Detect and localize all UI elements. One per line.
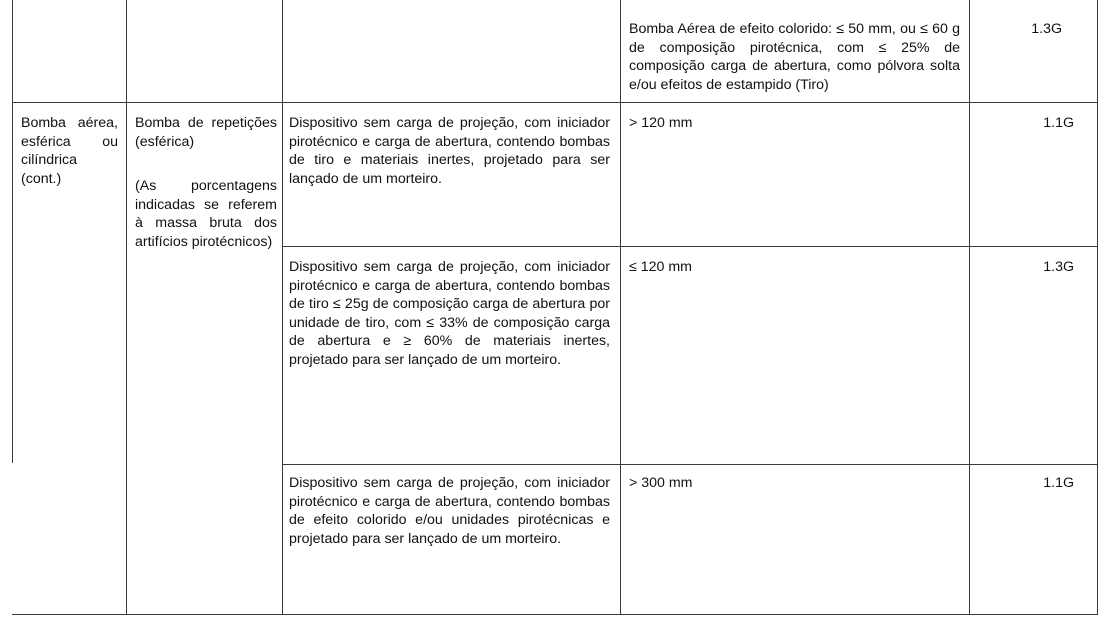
table-column-divider-3 xyxy=(620,0,621,615)
subcategory-note: (As porcentagens indicadas se referem à massa bruta dos artifícios pirotécnicos) xyxy=(135,178,277,250)
category-cell: Bomba aérea, esférica ou cilíndrica (cont.) xyxy=(21,115,118,187)
top-row-classification: 1.3G xyxy=(1031,21,1062,37)
top-row-description: Bomba Aérea de efeito colorido: ≤ 50 mm, ou ≤ 60 g de composição pirotécnica, com ≤ 25% de composição carga de abertura, como pólvora solta e/ou efeitos de estampido (Tiro) xyxy=(629,21,960,93)
table-column-divider-2 xyxy=(282,0,283,615)
row1-description: Dispositivo sem carga de projeção, com iniciador pirotécnico e carga de abertura, contendo bombas de tiro e materiais inertes, projetado para ser lançado de um morteiro. xyxy=(289,115,610,187)
row3-spec: > 300 mm xyxy=(629,475,693,491)
table-divider-row2 xyxy=(282,464,1098,465)
table-border-left xyxy=(12,0,13,463)
table-column-divider-1 xyxy=(126,0,127,615)
row2-description: Dispositivo sem carga de projeção, com iniciador pirotécnico e carga de abertura, contendo bombas de tiro ≤ 25g de composição carga de abertura por unidade de tiro, com ≤ 33% de composição carga de abertura e ≥ 60% de materiais inertes, projetado para ser lançado de um morteiro. xyxy=(289,259,610,368)
table-divider-row1 xyxy=(282,246,1098,247)
table-border-right xyxy=(1097,0,1098,615)
table-border-bottom-row0 xyxy=(12,102,1098,103)
row1-classification: 1.1G xyxy=(1043,115,1074,131)
row3-classification: 1.1G xyxy=(1043,475,1074,491)
row3-description: Dispositivo sem carga de projeção, com iniciador pirotécnico e carga de abertura, contendo bombas de efeito colorido e/ou unidades pirotécnicas e projetado para ser lançado de um morteiro. xyxy=(289,475,610,547)
table-column-divider-4 xyxy=(969,0,970,615)
row2-classification: 1.3G xyxy=(1043,259,1074,275)
subcategory-title: Bomba de repetições (esférica) xyxy=(135,115,277,150)
row1-spec: > 120 mm xyxy=(629,115,693,131)
row2-spec: ≤ 120 mm xyxy=(629,259,692,275)
table-border-bottom xyxy=(12,614,1098,615)
